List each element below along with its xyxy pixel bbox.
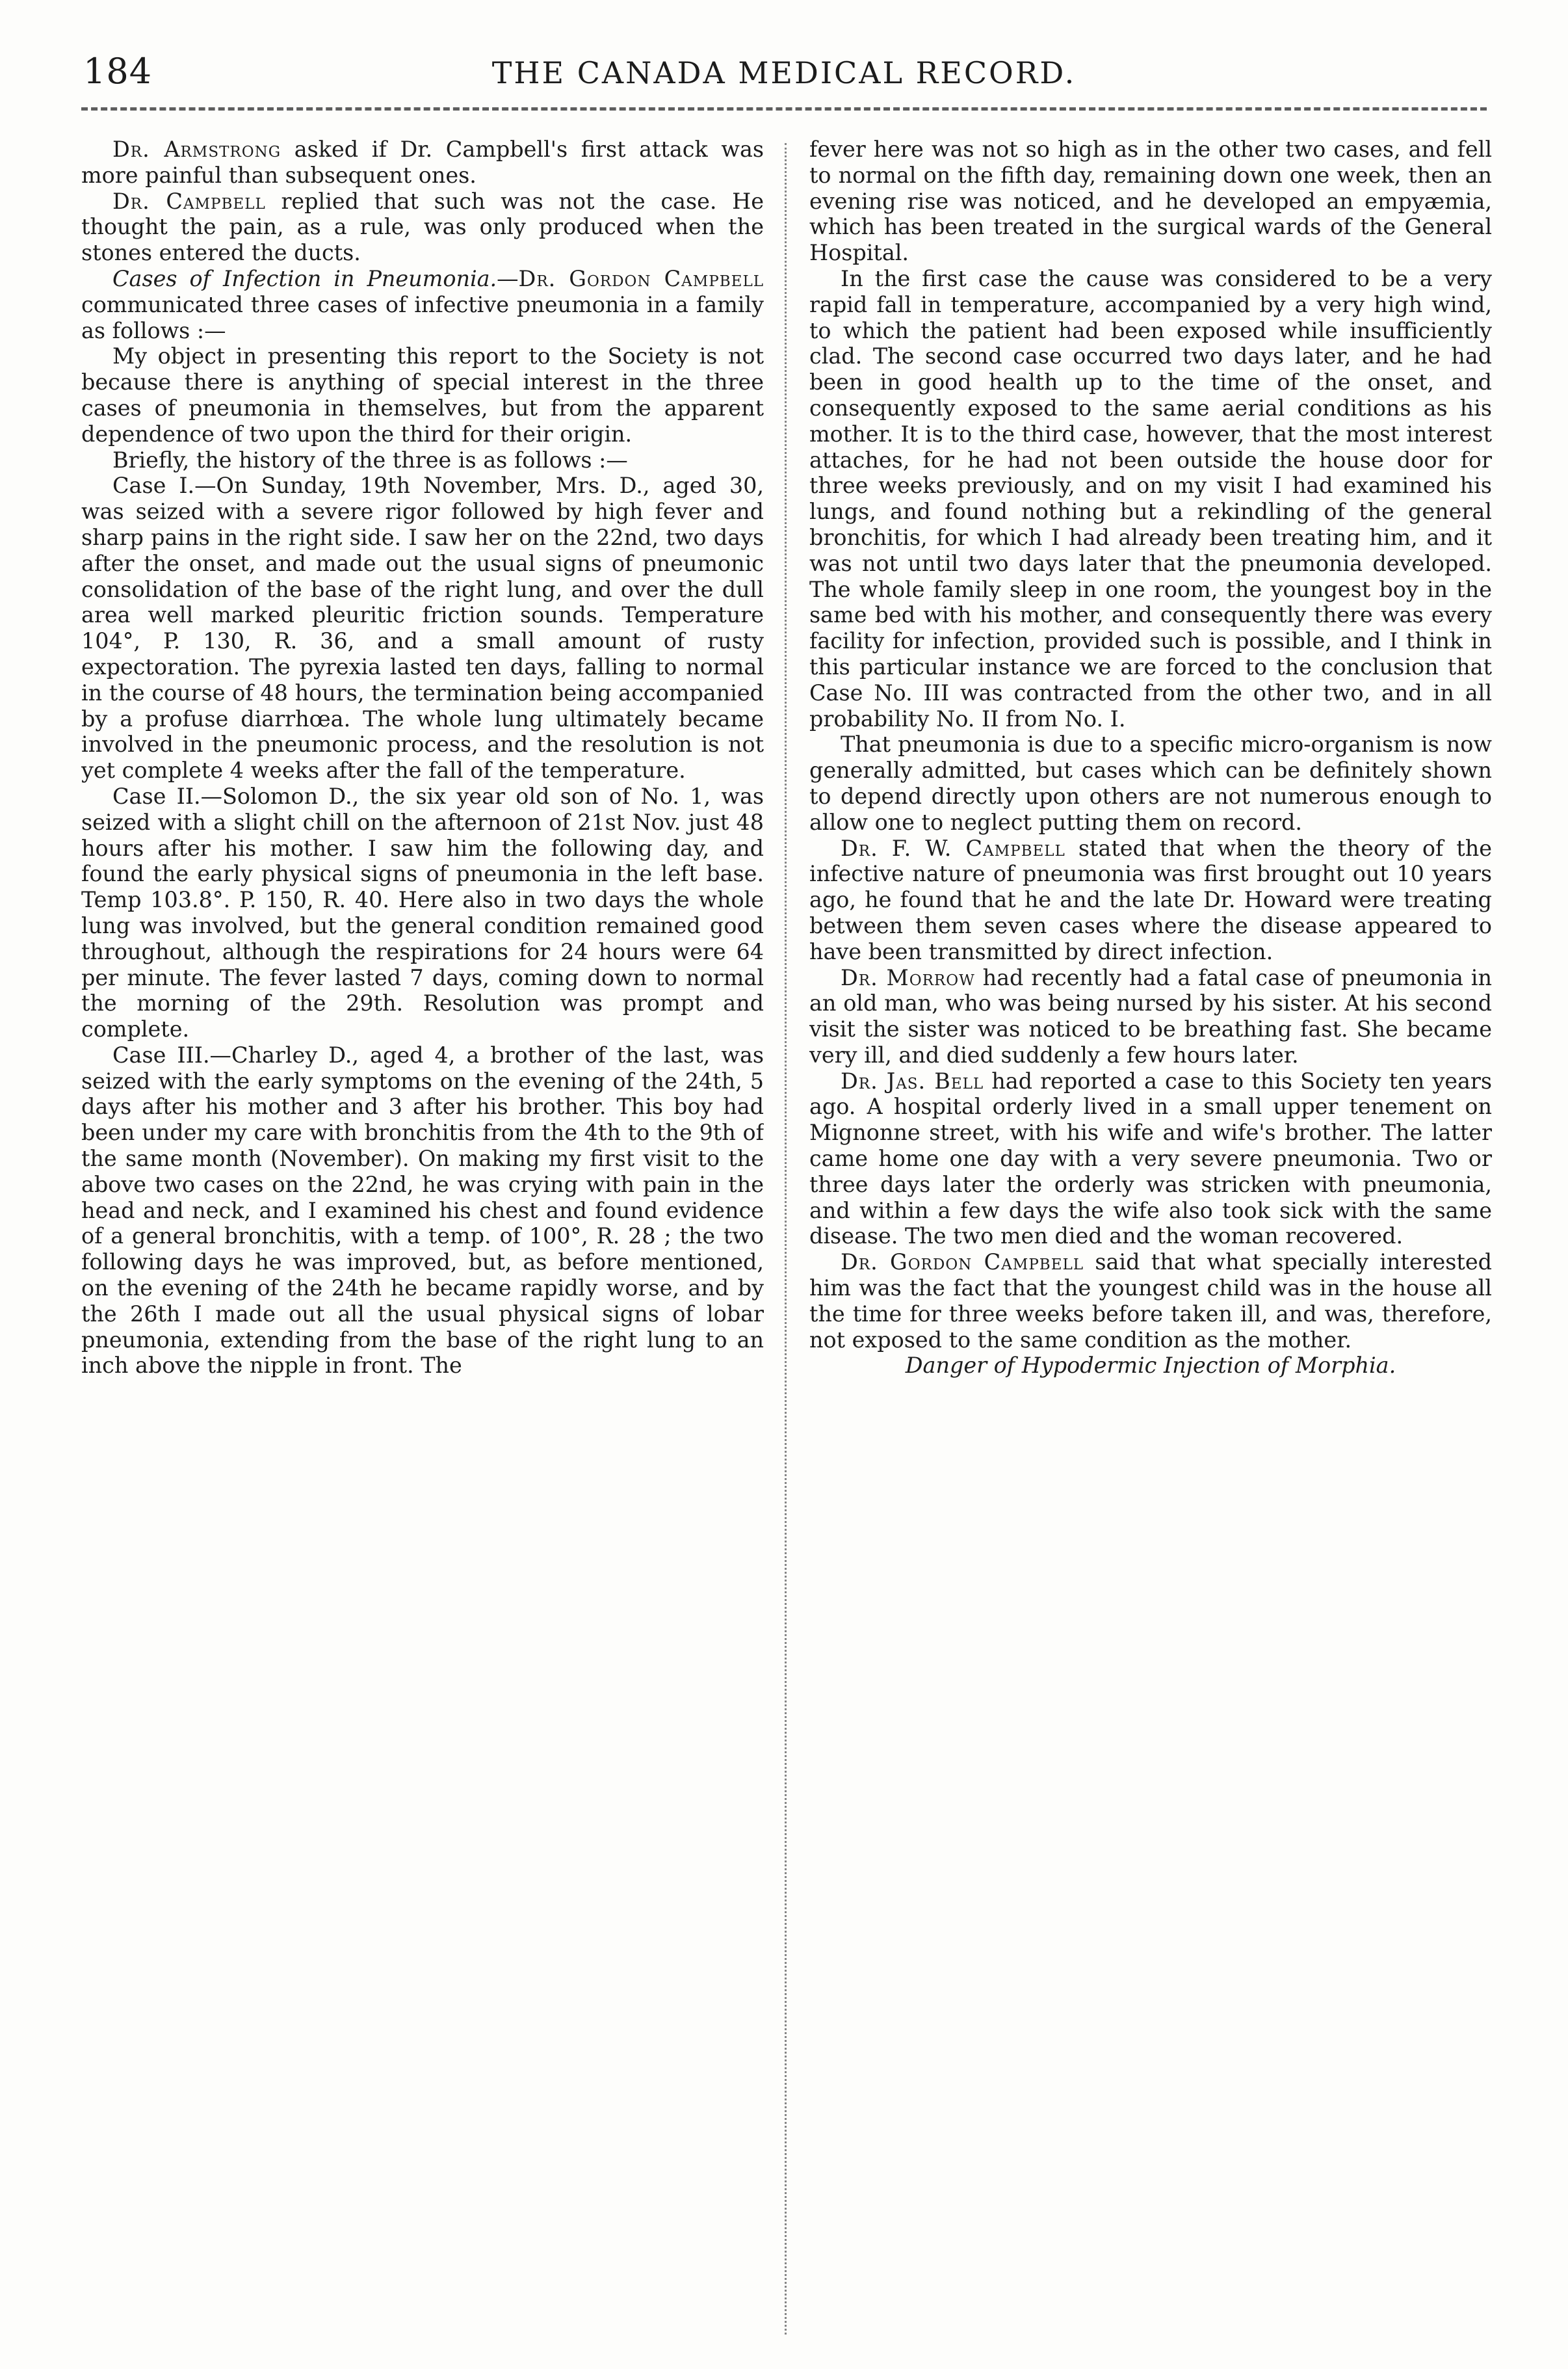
paragraph-object: My object in presenting this report to the Society is not because there is anything of special interest in the three cases of pneumonia in themselves, but from the apparent dependence of two upon the third for their origin. — [81, 343, 764, 447]
paragraph-text: asked if Dr. Campbell's first attack was more painful than subsequent ones. — [81, 137, 764, 188]
article-body — [81, 137, 1492, 2348]
paragraph-case-2: Case II.—Solomon D., the six year old son of No. 1, was seized with a slight chill on the afternoon of 21st Nov. just 48 hours after his mother. I saw him the following day, and found the early physical signs of pneumonia in the left base. Temp 103.8°. P. 150, R. 40. Here also in two days the whole lung was involved, but the general condition remained good throughout, although the respirations for 24 hours were 64 per minute. The fever lasted 7 days, coming down to normal the morning of the 29th. Resolution was prompt and complete. — [81, 783, 764, 1042]
paragraph-text: stated that when the theory of the infective nature of pneumonia was first brought out 10 years ago, he found that he and the late Dr. Howard were treating between them seven cases where the disease appeared to have been transmitted by direct infection. — [809, 835, 1492, 964]
paragraph-armstrong-question — [81, 137, 764, 189]
paragraph-micro-organism: That pneumonia is due to a specific micro-organism is now generally admitted, but cases which can be definitely shown to depend directly upon others are not numerous enough to allow one to neglect putting them on record. — [809, 732, 1492, 835]
paragraph-causes: In the first case the cause was considered to be a very rapid fall in temperature, accompanied by a very high wind, to which the patient had been exposed while insufficiently clad. The second case occurred two days later, and he had been in good health up to the time of the onset, and consequently exposed to the same aerial conditions as his mother. It is to the third case, however, that the most interest attaches, for he had not been outside the house door for three weeks previously, and on my visit I had examined his lungs, and found nothing but a rekindling of the general bronchitis, for which I had already been treating him, and it was not until two days later that the pneumonia developed. The whole family sleep in one room, the youngest boy in the same bed with his mother, and consequently there was every facility for infection, provided such is possible, and I think in this particular instance we are forced to the conclusion that Case No. III was contracted from the other two, and in all probability No. II from No. I. — [809, 265, 1492, 732]
paragraph-text: said that what specially interested him was the fact that the youngest child was in the house all the time for three weeks before taken ill, and was, therefore, not exposed to the same condition as the mother. — [809, 1249, 1492, 1353]
paragraph-case-3: Case III.—Charley D., aged 4, a brother of the last, was seized with the early symptoms on the evening of the 24th, 5 days after his mother and 3 after his brother. This boy had been under my care with bronchitis from the 4th to the 9th of the same month (November). On making my first visit to the above two cases on the 22nd, he was crying with pain in the head and neck, and I examined his chest and found evidence of a general bronchitis, with a temp. of 100°, R. 28 ; the two following days he was improved, but, as before mentioned, on the evening of the 24th he became rapidly worse, and by the 26th I made out all the usual physical signs of lobar pneumonia, extending from the base of the right lung to an inch above the nipple in front. The — [81, 1042, 764, 1379]
right-column — [809, 137, 1492, 2341]
paragraph-gordon-campbell — [809, 1249, 1492, 1353]
column-divider — [785, 143, 787, 2335]
paragraph-briefly: Briefly, the history of the three is as follows :— — [112, 447, 628, 473]
paragraph-text: had recently had a fatal case of pneumonia in an old man, who was being nursed by his sister. At his second visit the sister was noticed to be breathing fast. She became very ill, and died suddenly a few hours later. — [809, 964, 1492, 1068]
page-header — [78, 33, 1490, 91]
paragraph-text: had reported a case to this Society ten years ago. A hospital orderly lived in a small upper tenement on Mignonne street, with his wife and wife's brother. The latter came home one day with a very severe pneumonia. Two or three days later the orderly was stricken with pneumonia, and within a few days the wife also took sick with the same disease. The two men died and the woman recovered. — [809, 1068, 1492, 1249]
speaker-name: Dr. Gordon Campbell — [841, 1249, 1084, 1275]
paragraph-section-intro: Cases of Infection in Pneumonia.—Dr. Gordon Campbell communicated three cases of infective pneumonia in a family as follows :— — [81, 265, 764, 343]
paragraph-text: replied that such was not the case. He thought the pain, as a rule, was only produced when the stones entered the ducts. — [81, 188, 764, 266]
paragraph-jas-bell — [809, 1068, 1492, 1250]
next-section-heading: Danger of Hypodermic Injection of Morphia. — [905, 1353, 1396, 1379]
paragraph-morrow — [809, 965, 1492, 1068]
running-title: THE CANADA MEDICAL RECORD. — [491, 55, 1077, 90]
paragraph-fw-campbell — [809, 836, 1492, 965]
speaker-name: Dr. F. W. Campbell — [841, 835, 1065, 861]
paragraph-text: communicated three cases of infective pneumonia in a family as follows :— — [81, 291, 764, 343]
header-rule — [81, 107, 1487, 111]
paragraph-case-1: Case I.—On Sunday, 19th November, Mrs. D., aged 30, was seized with a severe rigor followed by high fever and sharp pains in the right side. I saw her on the 22nd, two days after the onset, and made out the usual signs of pneumonic consolidation of the base of the right lung, and over the dull area well marked pleuritic friction sounds. Temperature 104°, P. 130, R. 36, and a small amount of rusty expectoration. The pyrexia lasted ten days, falling to normal in the course of 48 hours, the termination being accompanied by a profuse diarrhœa. The whole lung ultimately became involved in the pneumonic process, and the resolution is not yet complete 4 weeks after the fall of the temperature. — [81, 473, 764, 784]
speaker-name: Dr. Armstrong — [112, 137, 281, 162]
speaker-name: Dr. Jas. Bell — [841, 1068, 984, 1094]
left-column — [81, 137, 764, 2341]
speaker-name: Dr. Morrow — [841, 964, 975, 990]
paragraph-campbell-reply — [81, 189, 764, 266]
speaker-name: Dr. Campbell — [112, 188, 266, 214]
paragraph-case-3-continued: fever here was not so high as in the other two cases, and fell to normal on the fifth day, remaining down one week, then an evening rise was noticed, and he developed an empyæmia, which has been treated in the surgical wards of the General Hospital. — [809, 137, 1492, 266]
speaker-name: Dr. Gordon Campbell — [518, 265, 764, 291]
page-number: 184 — [83, 51, 153, 92]
section-title: Cases of Infection in Pneumonia. — [112, 265, 497, 291]
